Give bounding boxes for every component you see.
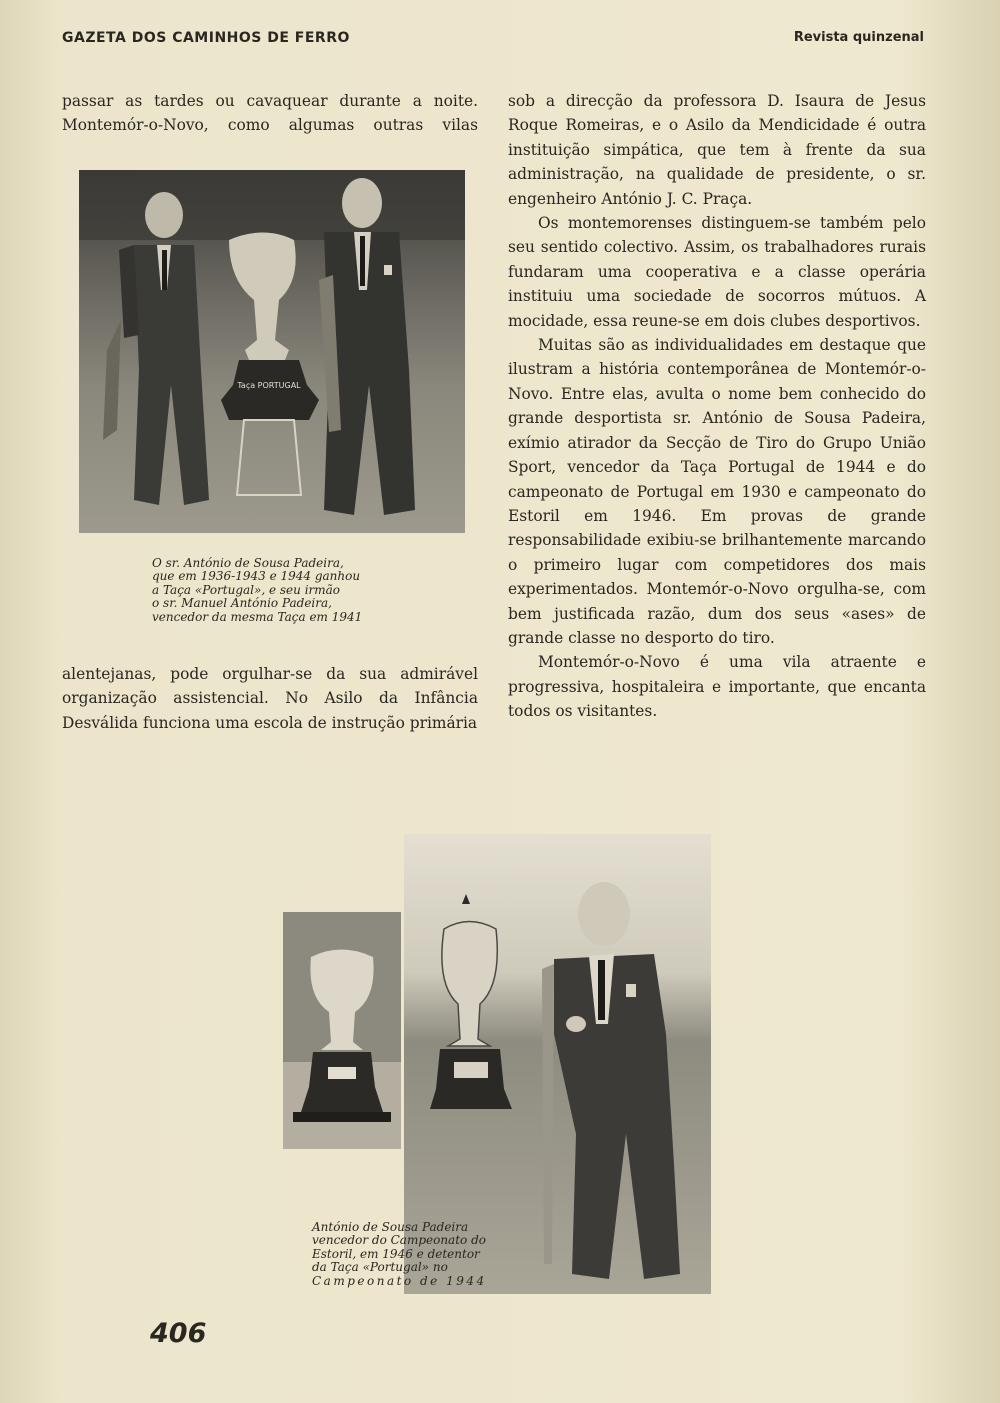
page-number: 406 bbox=[150, 1318, 207, 1349]
caption-line: Campeonato de 1944 bbox=[312, 1273, 487, 1288]
caption-line: Estoril, em 1946 e detentor bbox=[312, 1246, 480, 1261]
photo-illustration bbox=[79, 170, 465, 533]
right-column bbox=[508, 89, 926, 724]
caption-line: da Taça «Portugal» no bbox=[312, 1260, 448, 1275]
photo-illustration bbox=[283, 912, 401, 1149]
paragraph: Os montemorenses distinguem-se também pelo seu sentido colectivo. Assim, os trabalhadores rurais fundaram uma cooperativa e a classe operária instituiu uma sociedade de socorros mútuos. A mocidade, essa reune-se em dois clubes desportivos. bbox=[508, 214, 926, 330]
page-header bbox=[62, 30, 924, 54]
left-column-top bbox=[62, 89, 478, 138]
text-line: Montemór-o-Novo, como algumas outras vilas bbox=[62, 116, 478, 135]
paragraph: Montemór-o-Novo é uma vila atraente e progressiva, hospitaleira e importante, que encanta todos os visitantes. bbox=[508, 653, 926, 721]
caption-line: o sr. Manuel António Padeira, bbox=[152, 596, 332, 611]
caption-line: António de Sousa Padeira bbox=[312, 1220, 469, 1234]
left-column-bottom bbox=[62, 662, 478, 735]
photo2-caption bbox=[312, 1221, 512, 1288]
caption-line: vencedor da mesma Taça em 1941 bbox=[152, 609, 363, 624]
caption-line: vencedor do Campeonato do bbox=[312, 1233, 486, 1248]
trophy-engraving: Taça PORTUGAL bbox=[237, 381, 301, 390]
photo1-caption bbox=[152, 557, 402, 624]
text-line: passar as tardes ou cavaquear durante a noite. bbox=[62, 92, 478, 110]
paragraph: alentejanas, pode orgulhar-se da sua admirável organização assistencial. No Asilo da Infância Desválida funciona uma escola de instrução primária bbox=[62, 665, 478, 732]
caption-line: O sr. António de Sousa Padeira, bbox=[152, 556, 344, 570]
paragraph: Muitas são as individualidades em destaque que ilustram a história contemporânea de Montemór-o-Novo. Entre elas, avulta o nome bem conhecido do grande desportista sr. António de Sousa Padeira, exímio atirador da Secção de Tiro do Grupo União Sport, vencedor da Taça Portugal de 1944 e do campeonato de Portugal em 1930 e campeonato do Estoril em 1946. Em provas de grande responsabilidade exibiu-se brilhantemente marcando o primeiro lugar com competidores dos mais experimentados. Montemór-o-Novo orgulha-se, com bem justificada razão, dum dos seus «ases» de grande classe no desporto do tiro. bbox=[508, 336, 926, 647]
photo-two-shooters-with-trophy bbox=[79, 170, 465, 533]
caption-line: a Taça «Portugal», e seu irmão bbox=[152, 582, 341, 597]
magazine-title: GAZETA DOS CAMINHOS DE FERRO bbox=[62, 30, 350, 46]
photo-small-trophy bbox=[283, 912, 401, 1149]
caption-line: que em 1936-1943 e 1944 ganhou bbox=[152, 569, 361, 584]
paragraph: sob a direcção da professora D. Isaura de Jesus Roque Romeiras, e o Asilo da Mendicidade é outra instituição simpática, que tem à frente da sua administração, na qualidade de presidente, o sr. engenheiro António J. C. Praça. bbox=[508, 92, 926, 208]
magazine-subtitle: Revista quinzenal bbox=[793, 30, 924, 45]
